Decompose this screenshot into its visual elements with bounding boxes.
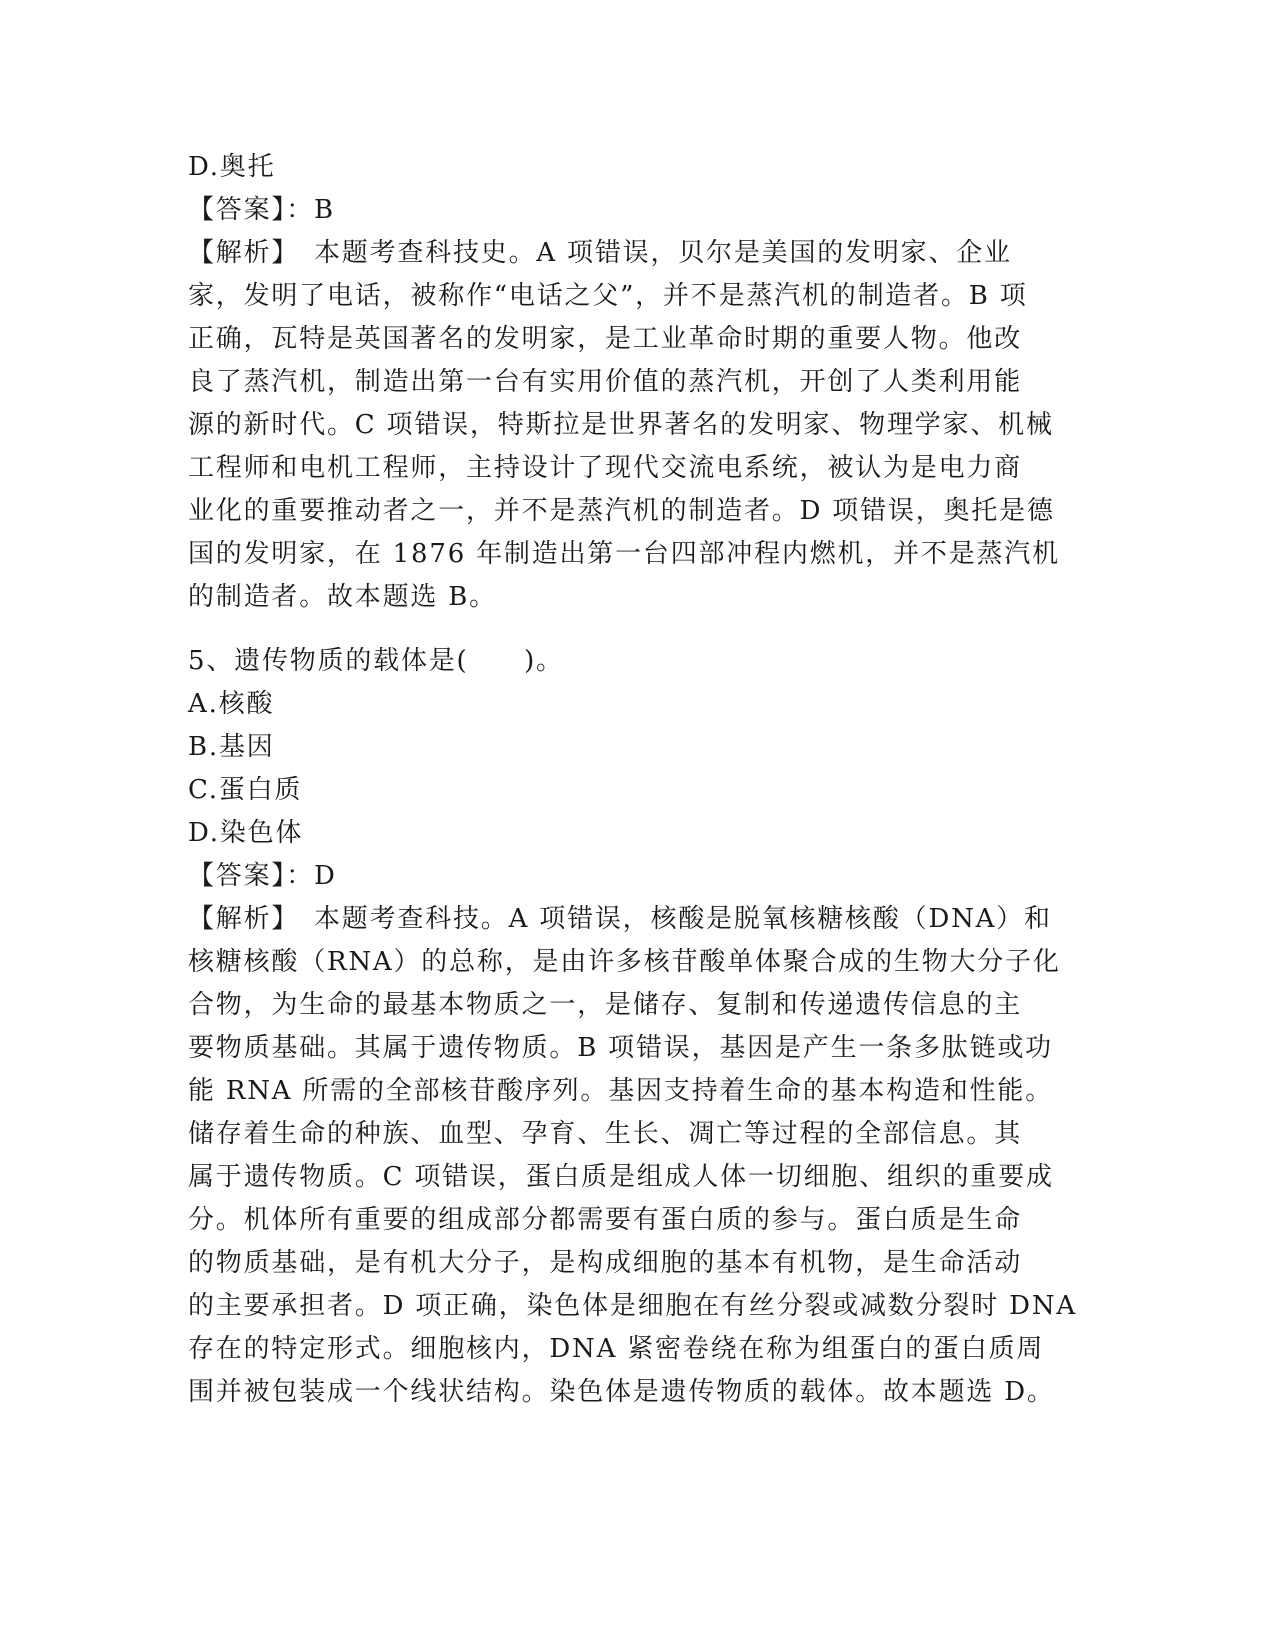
q5-analysis-line: 能 RNA 所需的全部核苷酸序列。基因支持着生命的基本构造和性能。	[188, 1076, 1054, 1106]
q4-analysis-line: 业化的重要推动者之一，并不是蒸汽机的制造者。D 项错误，奥托是德	[188, 496, 1055, 526]
q5-analysis-line: 要物质基础。其属于遗传物质。B 项错误，基因是产生一条多肽链或功	[188, 1033, 1053, 1063]
q5-analysis-line: 合物，为生命的最基本物质之一，是储存、复制和传递遗传信息的主	[188, 990, 1023, 1020]
q5-analysis-line: 储存着生命的种族、血型、孕育、生长、凋亡等过程的全部信息。其	[188, 1119, 1023, 1149]
q5-analysis-line: 围并被包装成一个线状结构。染色体是遗传物质的载体。故本题选 D。	[188, 1377, 1055, 1407]
q4-option-d: D.奥托	[188, 152, 276, 182]
q5-analysis-line: 核糖核酸（RNA）的总称，是由许多核苷酸单体聚合成的生物大分子化	[188, 947, 1061, 977]
q4-analysis-line: 正确，瓦特是英国著名的发明家，是工业革命时期的重要人物。他改	[188, 324, 1023, 354]
q4-analysis-line: 国的发明家，在 1876 年制造出第一台四部冲程内燃机，并不是蒸汽机	[188, 539, 1060, 569]
q5-option-d: D.染色体	[188, 818, 304, 848]
q5-option-a: A.核酸	[188, 689, 275, 719]
q5-analysis-line: 【解析】 本题考查科技。A 项错误，核酸是脱氧核糖核酸（DNA）和	[188, 904, 1052, 934]
q4-analysis-line: 良了蒸汽机，制造出第一台有实用价值的蒸汽机，开创了人类利用能	[188, 367, 1023, 397]
q4-analysis-line: 工程师和电机工程师，主持设计了现代交流电系统，被认为是电力商	[188, 453, 1023, 483]
q5-analysis-line: 属于遗传物质。C 项错误，蛋白质是组成人体一切细胞、组织的重要成	[188, 1162, 1054, 1192]
q5-option-b: B.基因	[188, 732, 275, 762]
q5-question: 5、遗传物质的载体是( )。	[188, 646, 564, 676]
q5-analysis-line: 存在的特定形式。细胞核内，DNA 紧密卷绕在称为组蛋白的蛋白质周	[188, 1334, 1045, 1364]
q4-analysis-line: 【解析】 本题考查科技史。A 项错误，贝尔是美国的发明家、企业	[188, 238, 1012, 268]
q4-answer: 【答案】：B	[188, 195, 335, 225]
q5-analysis-line: 的物质基础，是有机大分子，是构成细胞的基本有机物，是生命活动	[188, 1248, 1023, 1278]
q5-analysis-line: 的主要承担者。D 项正确，染色体是细胞在有丝分裂或减数分裂时 DNA	[188, 1291, 1077, 1321]
q5-option-c: C.蛋白质	[188, 775, 303, 805]
q4-analysis-line: 家，发明了电话，被称作“电话之父”，并不是蒸汽机的制造者。B 项	[188, 281, 1028, 311]
q4-analysis-line: 源的新时代。C 项错误，特斯拉是世界著名的发明家、物理学家、机械	[188, 410, 1054, 440]
q5-answer: 【答案】：D	[188, 861, 337, 891]
q4-analysis-line: 的制造者。故本题选 B。	[188, 582, 497, 612]
q5-analysis-line: 分。机体所有重要的组成部分都需要有蛋白质的参与。蛋白质是生命	[188, 1205, 1023, 1235]
